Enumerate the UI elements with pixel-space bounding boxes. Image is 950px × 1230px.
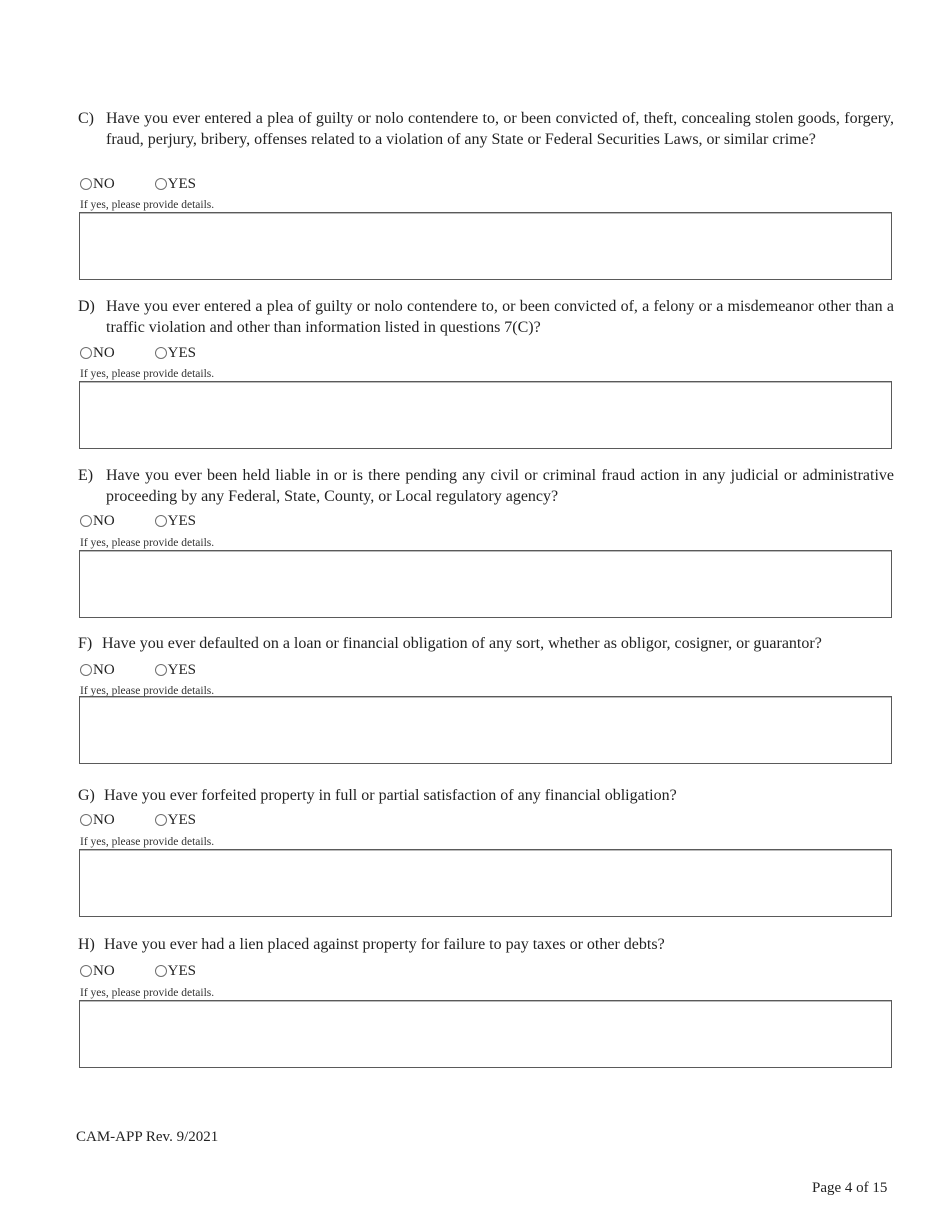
yes-radio-option[interactable]: YES [155,512,196,530]
question-f [78,634,894,655]
details-hint: If yes, please provide details. [80,987,215,999]
radio-circle-icon[interactable] [80,814,92,826]
details-field-h[interactable] [79,1000,892,1068]
radio-circle-icon[interactable] [80,347,92,359]
details-field-g[interactable] [79,849,892,917]
question-letter: C) [78,110,94,127]
answer-options-h [80,962,196,980]
yes-radio-option[interactable]: YES [155,344,196,362]
question-text: Have you ever forfeited property in full or partial satisfaction of any financial obligation? [104,787,677,804]
details-hint: If yes, please provide details. [80,537,215,549]
question-g [78,786,894,807]
question-c [78,109,894,150]
answer-options-f [80,661,196,679]
form-revision-label: CAM-APP Rev. 9/2021 [76,1129,219,1145]
question-text: Have you ever entered a plea of guilty or nolo contendere to, or been convicted of, theft, concealing stolen goods, forgery, fraud, perjury, bribery, offenses related to a violation of any State or Federal Securities Laws, or similar crime? [106,110,894,148]
yes-radio-option[interactable]: YES [155,661,196,679]
yes-radio-option[interactable]: YES [155,962,196,980]
details-hint: If yes, please provide details. [80,368,215,380]
radio-circle-icon[interactable] [80,515,92,527]
answer-options-g [80,811,196,829]
no-radio-option[interactable]: NO [80,811,115,829]
question-text: Have you ever defaulted on a loan or financial obligation of any sort, whether as obligor, cosigner, or guarantor? [102,635,822,652]
no-radio-option[interactable]: NO [80,512,115,530]
question-letter: D) [78,298,95,315]
radio-circle-icon[interactable] [155,965,167,977]
radio-circle-icon[interactable] [80,178,92,190]
details-field-c[interactable] [79,212,892,280]
details-hint: If yes, please provide details. [80,685,215,697]
yes-radio-option[interactable]: YES [155,811,196,829]
no-radio-option[interactable]: NO [80,344,115,362]
radio-circle-icon[interactable] [155,178,167,190]
no-radio-option[interactable]: NO [80,175,115,193]
answer-options-e [80,512,196,530]
details-hint: If yes, please provide details. [80,199,215,211]
question-text: Have you ever had a lien placed against property for failure to pay taxes or other debts? [104,936,665,953]
question-letter: H) [78,936,95,953]
question-letter: G) [78,787,95,804]
radio-circle-icon[interactable] [80,965,92,977]
radio-circle-icon[interactable] [155,664,167,676]
question-letter: E) [78,467,94,484]
answer-options-d [80,344,196,362]
details-field-f[interactable] [79,696,892,764]
details-hint: If yes, please provide details. [80,836,215,848]
no-radio-option[interactable]: NO [80,661,115,679]
no-radio-option[interactable]: NO [80,962,115,980]
question-text: Have you ever entered a plea of guilty or nolo contendere to, or been convicted of, a felony or a misdemeanor other than a traffic violation and other than information listed in questions 7(C)? [106,298,894,336]
radio-circle-icon[interactable] [155,814,167,826]
radio-circle-icon[interactable] [155,515,167,527]
page-number: Page 4 of 15 [812,1180,888,1196]
question-h [78,935,894,956]
question-letter: F) [78,635,93,652]
question-d [78,297,894,338]
radio-circle-icon[interactable] [80,664,92,676]
question-e [78,466,894,507]
details-field-e[interactable] [79,550,892,618]
details-field-d[interactable] [79,381,892,449]
radio-circle-icon[interactable] [155,347,167,359]
yes-radio-option[interactable]: YES [155,175,196,193]
answer-options-c [80,175,196,193]
question-text: Have you ever been held liable in or is there pending any civil or criminal fraud action in any judicial or administrative proceeding by any Federal, State, County, or Local regulatory agency? [106,467,894,505]
